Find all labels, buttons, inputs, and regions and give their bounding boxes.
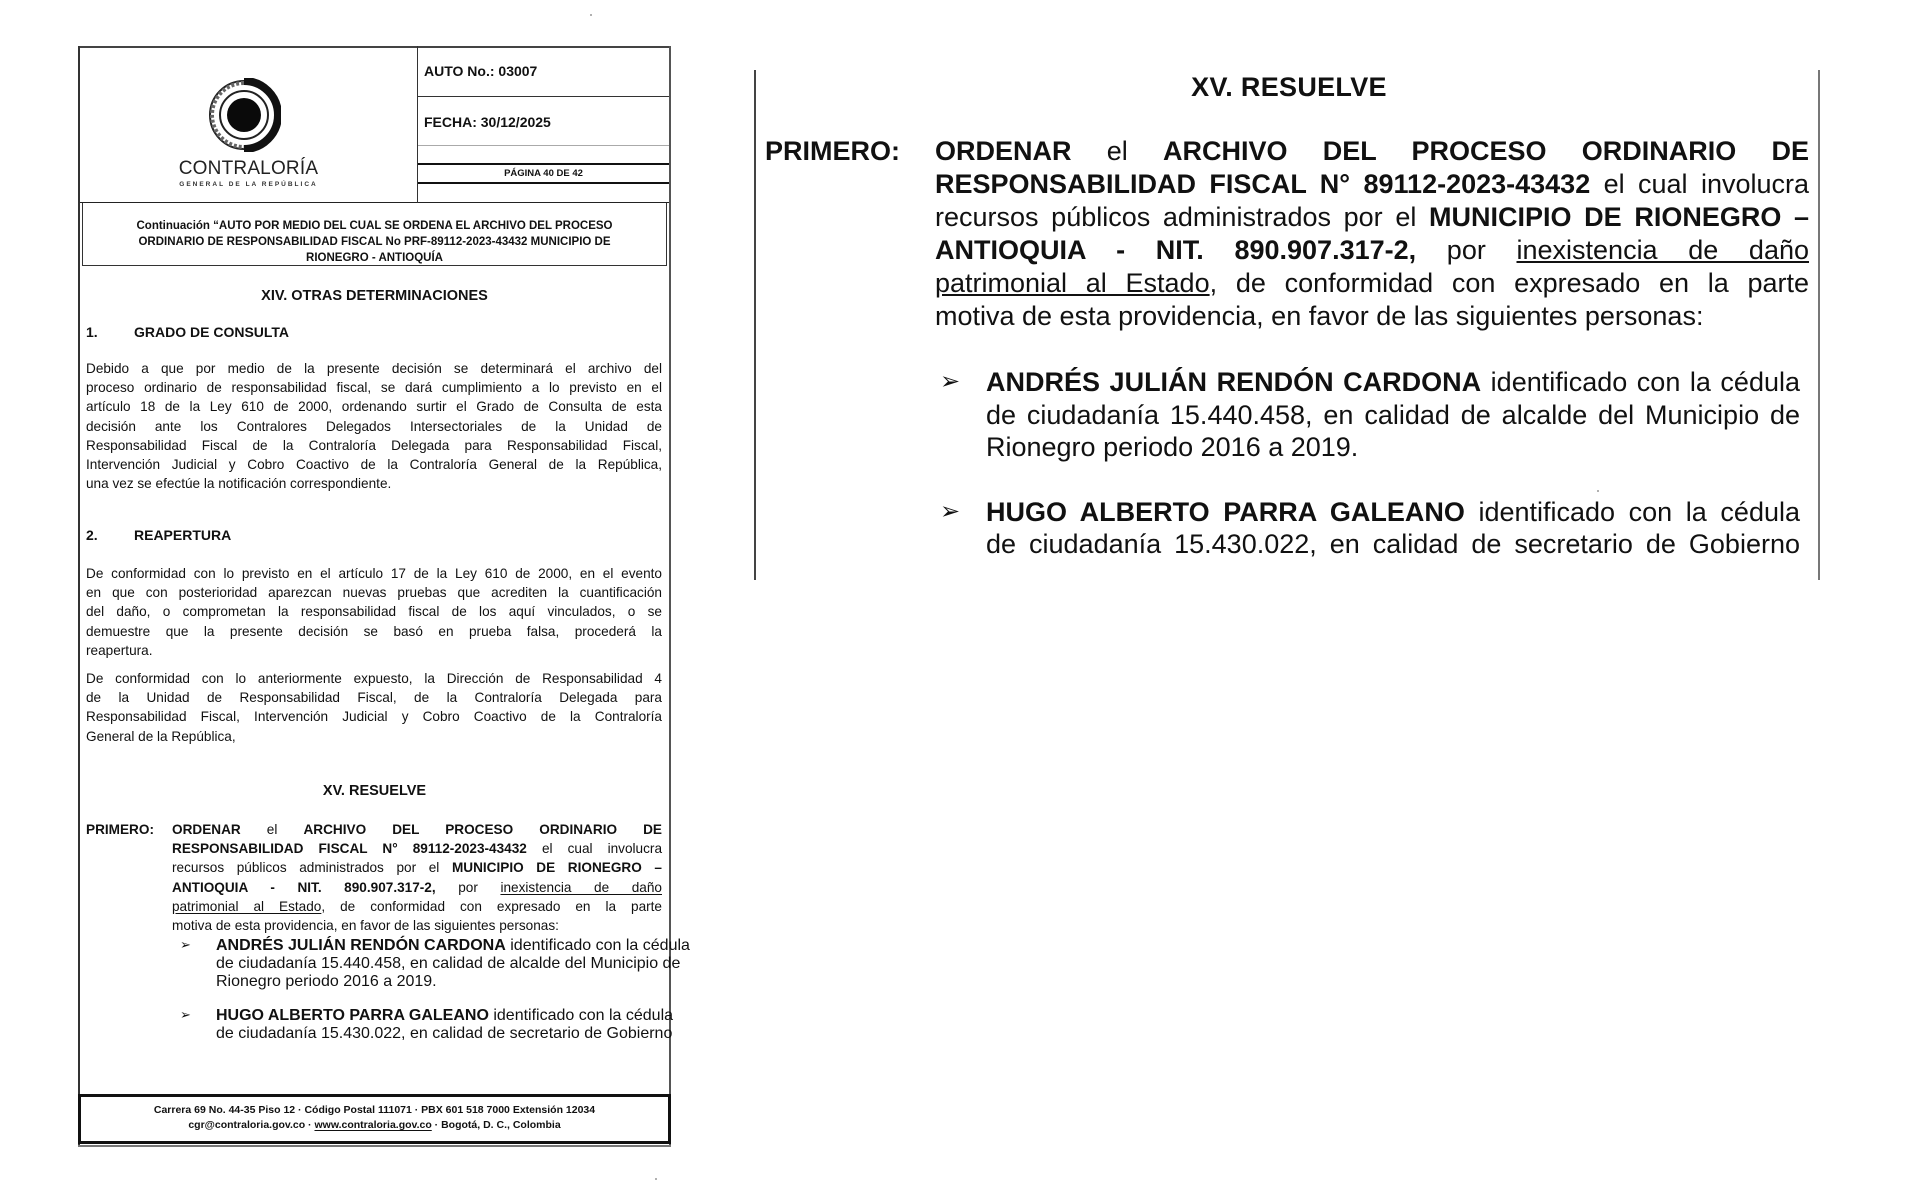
text-line: General de la República,	[86, 728, 236, 744]
scan-speck	[655, 1178, 657, 1180]
footer-city: · Bogotá, D. C., Colombia	[431, 1119, 561, 1131]
persons-list	[180, 937, 690, 1059]
subsection-title: REAPERTURA	[134, 527, 232, 543]
subsection-heading-grado-consulta	[86, 324, 289, 340]
paragraph-grado-consulta	[86, 359, 662, 493]
list-item	[180, 1007, 674, 1043]
text-line: de la Unidad de Responsabilidad Fiscal, de la Contraloría Delegada para	[86, 690, 662, 706]
text-line: ANDRÉS JULIÁN RENDÓN CARDONA identificado con la cédula	[216, 937, 690, 954]
arrowhead-bullet-icon: ➢	[940, 497, 961, 525]
text-line: una vez se efectúe la notificación correspondiente.	[86, 476, 392, 492]
text-line: Debido a que por medio de la presente decisión se determinará el archivo del	[86, 361, 662, 376]
text-line: demuestre que la presente decisión se basó en prueba falsa, procederá la	[86, 623, 662, 639]
paragraph-closing	[86, 669, 662, 746]
resolve-label: PRIMERO:	[86, 822, 154, 837]
text-line: Rionegro periodo 2016 a 2019.	[216, 973, 437, 990]
subsection-title: GRADO DE CONSULTA	[134, 324, 290, 340]
text-line: ANTIOQUIA - NIT. 890.907.317-2, por inexistencia de daño	[935, 235, 1809, 265]
text-line: RESPONSABILIDAD FISCAL N° 89112-2023-43432 el cual involucra	[172, 841, 662, 857]
continuation-title	[82, 203, 667, 266]
text-line: Responsabilidad Fiscal, Intervención Judicial y Cobro Coactivo de la Contraloría	[86, 709, 662, 725]
document-page	[78, 46, 690, 1146]
excerpt-title: XV. RESUELVE	[1191, 72, 1387, 102]
resolve-label: PRIMERO:	[765, 136, 900, 166]
text-line: de ciudadanía 15.440.458, en calidad de alcalde del Municipio de	[216, 955, 681, 972]
text-line: motiva de esta providencia, en favor de las siguientes personas:	[172, 918, 559, 934]
arrowhead-bullet-icon: ➢	[940, 368, 961, 395]
text-line: de ciudadanía 15.440.458, en calidad de alcalde del Municipio de	[986, 399, 1800, 430]
text-line: HUGO ALBERTO PARRA GALEANO identificado con la cédula	[216, 1007, 674, 1024]
scan-speck	[590, 14, 592, 16]
text-line: Responsabilidad Fiscal de la Contraloría Delegada para Responsabilidad Fiscal,	[86, 437, 662, 453]
text-line: decisión ante los Contralores Delegados Intersectoriales de la Unidad de	[86, 418, 662, 434]
continuation-line: Continuación “AUTO POR MEDIO DEL CUAL SE ORDENA EL ARCHIVO DEL PROCESO	[136, 220, 613, 232]
document-footer	[78, 1094, 671, 1144]
resolve-body	[172, 820, 662, 935]
list-item	[940, 366, 1800, 464]
header-meta	[418, 46, 669, 203]
contraloria-seal-icon	[207, 78, 281, 152]
document-header	[80, 46, 669, 203]
text-line: ORDENAR el ARCHIVO DEL PROCESO ORDINARIO DE	[935, 136, 1809, 166]
text-line: proceso ordinario de responsabilidad fiscal, se dará cumplimiento a lo previsto en el	[86, 380, 662, 396]
list-item	[180, 937, 690, 991]
section-title-xiv: XIV. OTRAS DETERMINACIONES	[261, 288, 488, 304]
text-line: ORDENAR el ARCHIVO DEL PROCESO ORDINARIO DE	[172, 822, 662, 837]
page-number: PÁGINA 40 DE 42	[418, 163, 669, 184]
logo-cell	[80, 46, 418, 203]
text-line: ANDRÉS JULIÁN RENDÓN CARDONA identificado con la cédula	[986, 367, 1800, 397]
text-line: en que con posterioridad aparezcan nuevas pruebas que acrediten la cuantificación	[86, 585, 662, 601]
resolve-body	[935, 135, 1809, 333]
footer-email: cgr@contraloria.gov.co	[188, 1119, 306, 1131]
scan-speck	[1597, 490, 1599, 492]
continuation-line: RIONEGRO - ANTIOQUÍA	[306, 252, 443, 264]
text-line: del daño, o comprometan la responsabilidad fiscal de los aquí vinculados, o se	[86, 604, 662, 620]
brand-name: CONTRALORÍA	[178, 158, 319, 179]
text-line: patrimonial al Estado, de conformidad con expresado en la parte	[172, 898, 662, 914]
paragraph-reapertura	[86, 564, 662, 660]
arrowhead-bullet-icon: ➢	[180, 937, 191, 952]
text-line: reapertura.	[86, 642, 153, 658]
text-line: motiva de esta providencia, en favor de las siguientes personas:	[935, 301, 1704, 331]
brand-subtitle: GENERAL DE LA REPÚBLICA	[179, 181, 318, 188]
text-line: Intervención Judicial y Cobro Coactivo de la Contraloría General de la República,	[86, 457, 662, 473]
excerpt-persons-list	[940, 366, 1800, 593]
text-line: RESPONSABILIDAD FISCAL N° 89112-2023-43432 el cual involucra	[935, 169, 1809, 199]
arrowhead-bullet-icon: ➢	[180, 1007, 191, 1022]
text-line: recursos públicos administrados por el MUNICIPIO DE RIONEGRO –	[172, 860, 662, 876]
text-line: patrimonial al Estado, de conformidad con expresado en la parte	[935, 268, 1809, 298]
subsection-heading-reapertura	[86, 527, 231, 543]
text-line: de ciudadanía 15.430.022, en calidad de secretario de Gobierno	[986, 529, 1800, 559]
text-line: recursos públicos administrados por el MUNICIPIO DE RIONEGRO –	[935, 202, 1810, 232]
footer-address: Carrera 69 No. 44-35 Piso 12 · Código Postal 111071 · PBX 601 518 7000 Extensión 12034	[153, 1104, 596, 1116]
subsection-number: 1.	[86, 324, 98, 340]
text-line: De conformidad con lo anteriormente expuesto, la Dirección de Responsabilidad 4	[86, 671, 662, 686]
text-line: HUGO ALBERTO PARRA GALEANO identificado con la cédula	[986, 496, 1800, 527]
subsection-number: 2.	[86, 527, 98, 543]
continuation-line: ORDINARIO DE RESPONSABILIDAD FISCAL No PRF-89112-2023-43432 MUNICIPIO DE	[138, 236, 611, 248]
auto-number: AUTO No.: 03007	[418, 46, 669, 97]
text-line: De conformidad con lo previsto en el artículo 17 de la Ley 610 de 2000, en el evento	[86, 566, 662, 581]
text-line: de ciudadanía 15.430.022, en calidad de secretario de Gobierno	[216, 1025, 673, 1042]
footer-rule	[78, 1145, 671, 1147]
text-line: Rionegro periodo 2016 a 2019.	[986, 432, 1359, 462]
footer-contact: cgr@contraloria.gov.co · www.contraloria.gov.co · Bogotá, D. C., Colombia	[188, 1119, 561, 1131]
list-item	[940, 496, 1800, 561]
text-line: artículo 18 de la Ley 610 de 2000, ordenando surtir el Grado de Consulta de esta	[86, 399, 662, 415]
footer-website-link[interactable]: www.contraloria.gov.co	[314, 1119, 432, 1131]
section-title-xv: XV. RESUELVE	[322, 783, 427, 799]
zoomed-excerpt	[754, 70, 1820, 580]
document-date: FECHA: 30/12/2025	[418, 98, 669, 146]
text-line: ANTIOQUIA - NIT. 890.907.317-2, por inexistencia de daño	[172, 879, 662, 895]
